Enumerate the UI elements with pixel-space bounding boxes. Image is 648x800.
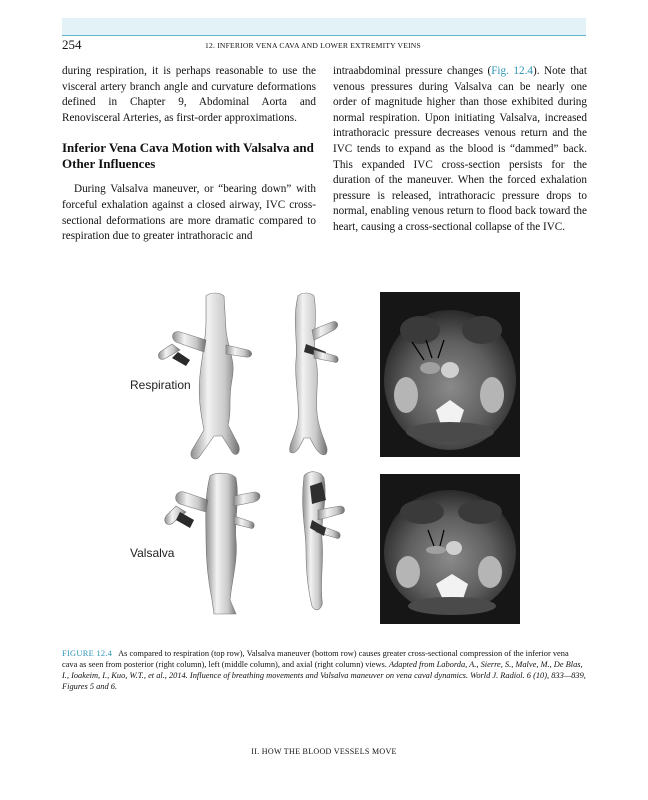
right-column [333,64,587,236]
running-head: 12. INFERIOR VENA CAVA AND LOWER EXTREMITY VEINS [205,41,421,50]
paragraph-text-start: intraabdominal pressure changes ( [333,65,492,77]
left-column [62,64,316,245]
page-footer: II. HOW THE BLOOD VESSELS MOVE [251,747,397,756]
ivc-posterior-respiration [158,293,251,459]
paragraph-pressure [333,64,587,236]
figure-reference-link[interactable]: Fig. 12.4 [491,65,533,77]
paragraph-continued: during respiration, it is perhaps reasonable to use the visceral artery branch angle and curvature deformations defined in Chapter 9, Abdominal Aorta and Renovisceral Arteries, as first-order approximations. [62,65,316,124]
figure-caption [62,648,586,692]
paragraph-text-end: ). Note that venous pressures during Valsalva can be nearly one order of magnitude higher than those exhibited during normal respiration. Upon initiating Valsalva, increased intrathoracic pressure decreases venous return and the IVC tends to expand as the blood is “dammed” back. This expanded IVC cross-section persists for the duration of the maneuver. When the forced exhalation pressure is released, intrathoracic pressure drops to normal, enabling venous return to flood back toward the heart, causing a cross-sectional collapse of the IVC. [333,65,587,233]
ct-axial-valsalva [380,474,520,624]
ct-axial-respiration [380,292,520,457]
ivc-posterior-valsalva [165,473,260,614]
row-label-respiration: Respiration [130,378,191,392]
header-rule [62,35,586,36]
ivc-left-respiration [290,293,338,455]
page-number: 254 [62,37,82,52]
caption-figure-number: FIGURE 12.4 [62,649,113,658]
paragraph-valsalva: During Valsalva maneuver, or “bearing down” with forceful exhalation against a closed airway, IVC cross-sectional deformations are more dramatic compared to respiration due to greater intrathoracic and [62,183,316,243]
header-band [62,18,586,35]
row-label-valsalva: Valsalva [130,546,175,560]
caption-citation: Adapted from Laborda, A., Sierre, S., Malve, M., De Blas, I., Ioakeim, I., Kuo, W.T., et al., 2014. Influence of breathing movements and Valsalva maneuver on vena caval dynamics. World J. Radiol. 6 (10), 833—839, Figures 5 and 6. [62,660,586,691]
section-heading: Inferior Vena Cava Motion with Valsalva and Other Influences [62,140,314,172]
ivc-left-valsalva [303,472,345,610]
caption-text: As compared to respiration (top row), Valsalva maneuver (bottom row) causes greater cross-sectional compression of the inferior vena cava as seen from posterior (right column), left (middle column), and axial (right column) views. [62,649,569,669]
